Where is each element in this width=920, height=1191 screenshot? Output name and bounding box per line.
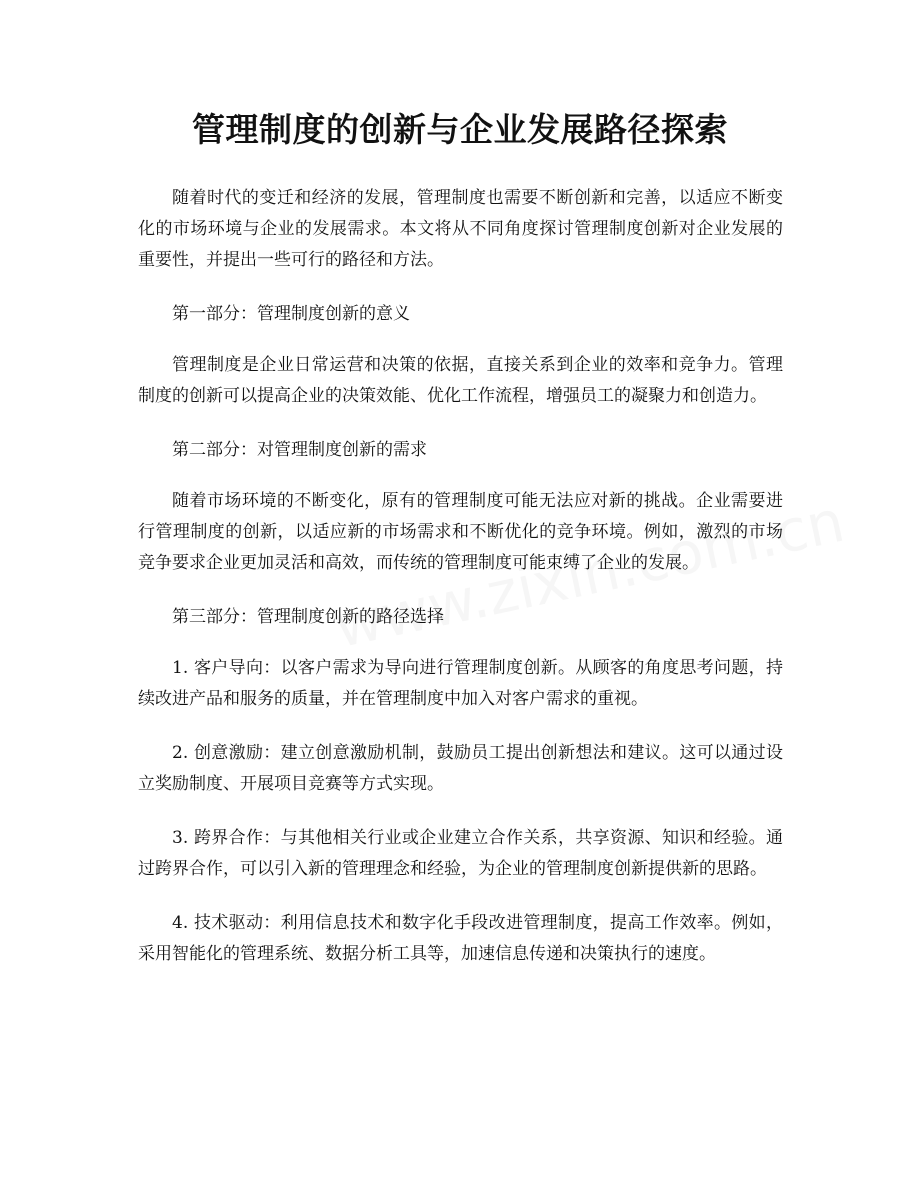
- section-heading-3: 第三部分：管理制度创新的路径选择: [172, 607, 444, 627]
- section-2-paragraph: 随着市场环境的不断变化，原有的管理制度可能无法应对新的挑战。企业需要进行管理制度的创新，以适应新的市场需求和不断优化的竞争环境。例如，激烈的市场竞争要求企业更加灵活和高效，而传统的管理制度可能束缚了企业的发展。: [138, 491, 783, 573]
- intro-paragraph: 随着时代的变迁和经济的发展，管理制度也需要不断创新和完善，以适应不断变化的市场环境与企业的发展需求。本文将从不同角度探讨管理制度创新对企业发展的重要性，并提出一些可行的路径和方法。: [138, 188, 783, 270]
- list-item-cross-industry-cooperation: 3. 跨界合作：与其他相关行业或企业建立合作关系，共享资源、知识和经验。通过跨界合作，可以引入新的管理理念和经验，为企业的管理制度创新提供新的思路。: [138, 828, 783, 879]
- document-title: 管理制度的创新与企业发展路径探索: [192, 110, 728, 149]
- list-item-creative-incentive: 2. 创意激励：建立创意激励机制，鼓励员工提出创新想法和建议。这可以通过设立奖励制度、开展项目竞赛等方式实现。: [138, 743, 783, 794]
- section-1-paragraph: 管理制度是企业日常运营和决策的依据，直接关系到企业的效率和竞争力。管理制度的创新可以提高企业的决策效能、优化工作流程，增强员工的凝聚力和创造力。: [138, 355, 783, 406]
- list-item-customer-orientation: 1. 客户导向：以客户需求为导向进行管理制度创新。从顾客的角度思考问题，持续改进产品和服务的质量，并在管理制度中加入对客户需求的重视。: [138, 658, 783, 709]
- section-heading-1: 第一部分：管理制度创新的意义: [172, 304, 410, 324]
- section-heading-2: 第二部分：对管理制度创新的需求: [172, 440, 427, 460]
- list-item-technology-driven: 4. 技术驱动：利用信息技术和数字化手段改进管理制度，提高工作效率。例如，采用智能化的管理系统、数据分析工具等，加速信息传递和决策执行的速度。: [138, 913, 783, 964]
- document-body: [138, 183, 783, 993]
